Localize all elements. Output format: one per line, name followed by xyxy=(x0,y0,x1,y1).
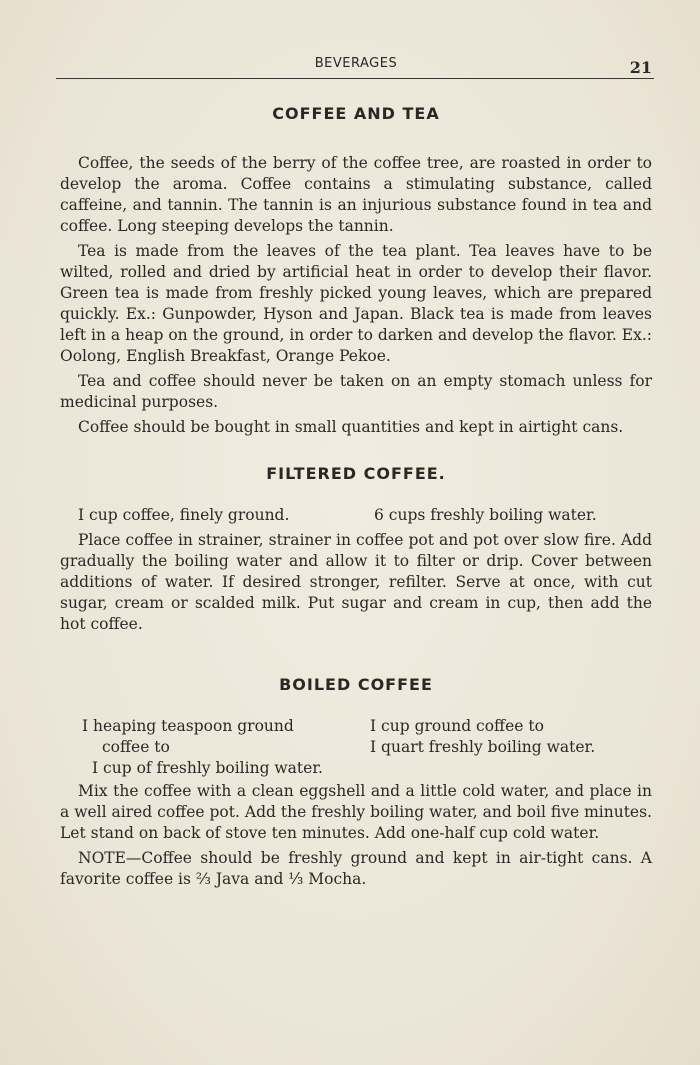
running-head xyxy=(56,56,654,80)
running-title: BEVERAGES xyxy=(314,56,398,71)
ingredient-cup-water: I cup of freshly boiling water. xyxy=(92,759,323,777)
boiled-ingredients-left xyxy=(82,716,337,758)
page-content xyxy=(60,104,652,890)
boiled-note: NOTE—Coffee should be freshly ground and kept in air-tight cans. A favorite coffee is ⅔ Java and ⅓ Mocha. xyxy=(60,849,652,888)
heading-coffee-and-tea: COFFEE AND TEA xyxy=(272,104,440,123)
ingredient-cup-coffee: I cup ground coffee to xyxy=(370,717,544,735)
header-rule xyxy=(56,78,654,79)
filtered-ingredients xyxy=(60,505,652,526)
ingredient-quart-water: I quart freshly boiling water. xyxy=(370,738,596,756)
ingredient-teaspoon-coffee: I heaping teaspoon ground coffee to xyxy=(82,717,294,756)
paragraph-coffee-intro: Coffee, the seeds of the berry of the coffee tree, are roasted in order to develop the aroma. Coffee contains a stimulating substance, called caffeine, and tannin. The tannin is an injurious substance found in tea and coffee. Long steeping develops the tannin. xyxy=(60,154,652,235)
boiled-directions: Mix the coffee with a clean eggshell and a little cold water, and place in a well aired coffee pot. Add the freshly boiling water, and boil five minutes. Let stand on back of stove ten minutes. Add one-half cup cold water. xyxy=(60,782,652,842)
boiled-ingredients xyxy=(60,716,652,758)
ingredient-coffee: I cup coffee, finely ground. xyxy=(78,506,290,524)
heading-boiled-coffee: BOILED COFFEE xyxy=(279,675,433,694)
page-number: 21 xyxy=(629,58,652,77)
filtered-directions: Place coffee in strainer, strainer in coffee pot and pot over slow fire. Add gradually the boiling water and allow it to filter or drip. Cover between additions of water. If desired stronger, refilter. Serve at once, with cut sugar, cream or scalded milk. Put sugar and cream in cup, then add the hot coffee. xyxy=(60,531,652,633)
boiled-ingredients-right xyxy=(370,716,660,758)
paragraph-empty-stomach: Tea and coffee should never be taken on an empty stomach unless for medicinal purposes. xyxy=(60,372,652,411)
paragraph-buying-coffee: Coffee should be bought in small quantities and kept in airtight cans. xyxy=(78,418,624,436)
ingredient-water: 6 cups freshly boiling water. xyxy=(374,506,597,524)
paragraph-tea-intro: Tea is made from the leaves of the tea plant. Tea leaves have to be wilted, rolled and dried by artificial heat in order to develop their flavor. Green tea is made from freshly picked young leaves, which are prepared quickly. Ex.: Gunpowder, Hyson and Japan. Black tea is made from leaves left in a heap on the ground, in order to darken and develop the flavor. Ex.: Oolong, English Breakfast, Orange Pekoe. xyxy=(60,242,652,365)
heading-filtered-coffee: FILTERED COFFEE. xyxy=(266,464,446,483)
